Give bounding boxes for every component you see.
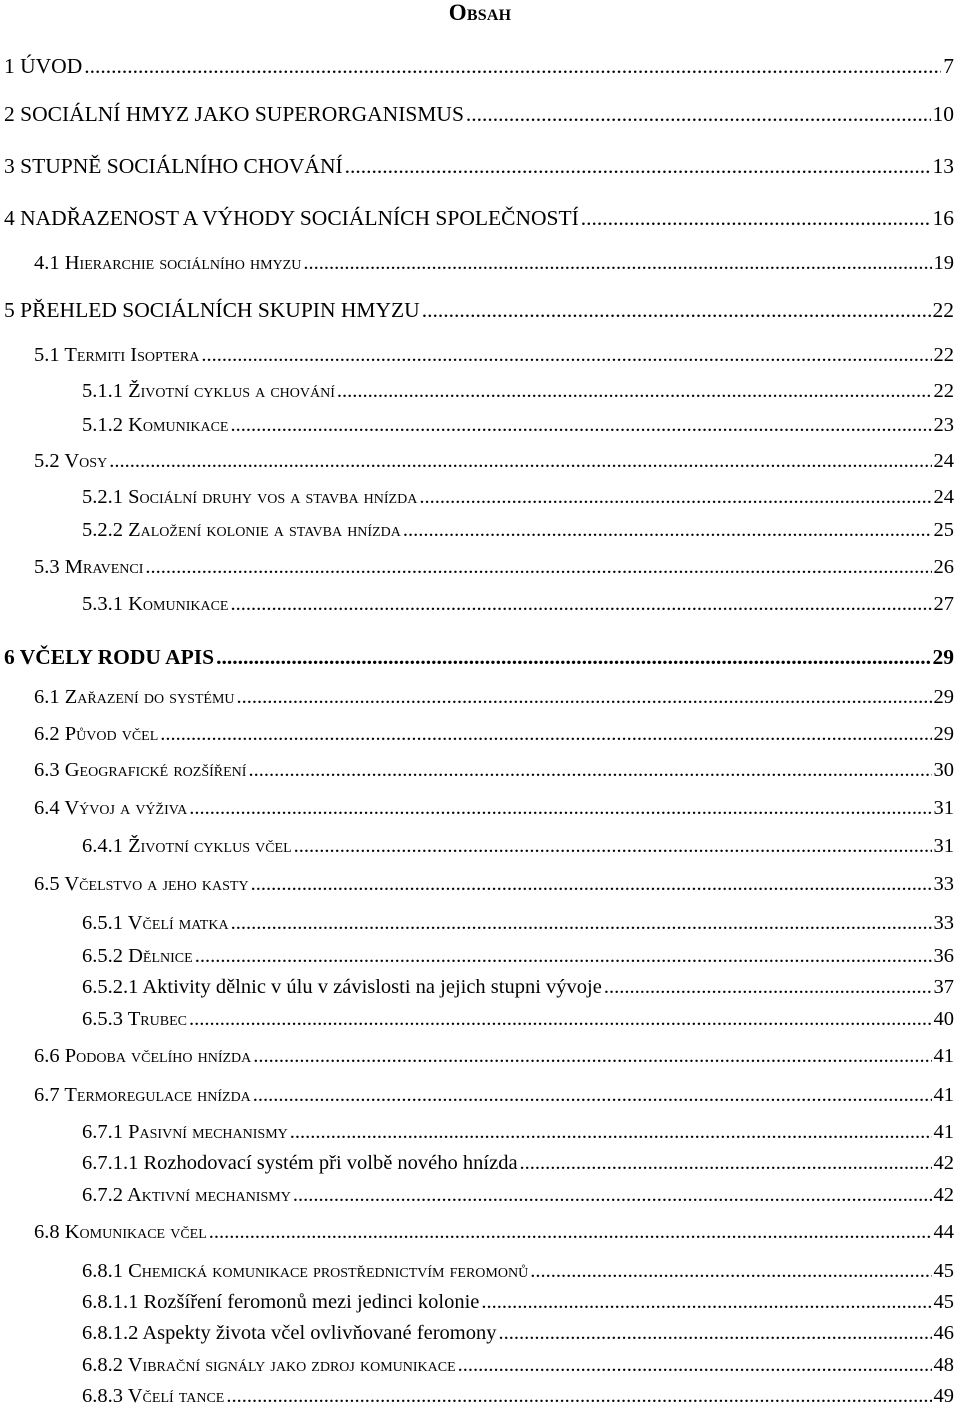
toc-dot-leader xyxy=(237,686,932,709)
toc-entry-page: 16 xyxy=(932,206,954,230)
toc-dot-leader xyxy=(248,759,931,782)
toc-entry-page: 42 xyxy=(933,1184,954,1206)
toc-entry[interactable] xyxy=(34,556,954,579)
toc-entry-page: 24 xyxy=(933,486,954,508)
toc-entry-page: 41 xyxy=(933,1084,954,1106)
toc-dot-leader xyxy=(201,344,931,367)
toc-entry-label: 6.8.1.1 Rozšíření feromonů mezi jedinci kolonie xyxy=(82,1291,480,1313)
toc-dot-leader xyxy=(303,252,931,275)
toc-entry-label: 6.7 Termoregulace hnízda xyxy=(34,1084,251,1106)
toc-entry-page: 22 xyxy=(933,344,954,366)
toc-entry-page: 27 xyxy=(933,593,954,615)
toc-entry-page: 33 xyxy=(933,912,954,934)
toc-dot-leader xyxy=(290,1121,932,1144)
toc-dot-leader xyxy=(230,414,931,437)
toc-entry-label: 6.8 Komunikace včel xyxy=(34,1221,207,1243)
toc-entry-page: 37 xyxy=(933,976,954,998)
toc-dot-leader xyxy=(481,1291,931,1314)
toc-entry-label: 5.2.2 Založení kolonie a stavba hnízda xyxy=(82,519,401,541)
toc-entry[interactable] xyxy=(82,519,954,542)
toc-dot-leader xyxy=(520,1152,932,1175)
toc-entry-label: 6.4 Vývoj a výživa xyxy=(34,797,188,819)
toc-entry-page: 44 xyxy=(933,1221,954,1243)
toc-entry[interactable] xyxy=(34,1084,954,1107)
toc-entry-page: 42 xyxy=(933,1152,954,1174)
toc-entry-page: 41 xyxy=(933,1121,954,1143)
toc-entry[interactable] xyxy=(82,1184,954,1207)
toc-entry-page: 19 xyxy=(933,252,954,274)
toc-entry-page: 24 xyxy=(933,450,954,472)
toc-entry[interactable] xyxy=(82,912,954,935)
toc-entry-page: 31 xyxy=(933,797,954,819)
toc-entry[interactable] xyxy=(82,486,954,509)
toc-entry-label: 5.2.1 Sociální druhy vos a stavba hnízda xyxy=(82,486,418,508)
toc-entry-label: 6.5.2.1 Aktivity dělnic v úlu v závislosti na jejich stupni vývoje xyxy=(82,976,602,998)
toc-entry-page: 49 xyxy=(933,1385,954,1407)
toc-entry-page: 30 xyxy=(933,759,954,781)
toc-dot-leader xyxy=(498,1322,931,1345)
toc-entry-label: 3 STUPNĚ SOCIÁLNÍHO CHOVÁNÍ xyxy=(4,154,343,178)
toc-entry[interactable] xyxy=(4,54,954,79)
toc-entry-page: 45 xyxy=(933,1260,954,1282)
toc-entry[interactable] xyxy=(82,1385,954,1408)
toc-dot-leader xyxy=(160,723,931,746)
toc-entry-page: 22 xyxy=(932,298,954,322)
toc-entry-page: 31 xyxy=(933,835,954,857)
toc-entry-label: 5 PŘEHLED SOCIÁLNÍCH SKUPIN HMYZU xyxy=(4,298,420,322)
toc-entry-page: 48 xyxy=(933,1354,954,1376)
toc-entry-label: 6.1 Zařazení do systému xyxy=(34,686,235,708)
toc-dot-leader xyxy=(226,1385,931,1408)
toc-entry-label: 6.8.1.2 Aspekty života včel ovlivňované feromony xyxy=(82,1322,497,1344)
toc-entry-page: 7 xyxy=(943,54,954,78)
toc-entry[interactable] xyxy=(4,154,954,179)
toc-entry[interactable] xyxy=(34,450,954,473)
toc-entry[interactable] xyxy=(34,873,954,896)
toc-entry-label: 2 SOCIÁLNÍ HMYZ JAKO SUPERORGANISMUS xyxy=(4,102,464,126)
toc-dot-leader xyxy=(294,835,932,858)
toc-entry-page: 13 xyxy=(932,154,954,178)
toc-entry-label: 6.8.2 Vibrační signály jako zdroj komunikace xyxy=(82,1354,456,1376)
toc-dot-leader xyxy=(231,912,932,935)
toc-dot-leader xyxy=(230,593,931,616)
toc-entry-page: 29 xyxy=(933,686,954,708)
toc-entry[interactable] xyxy=(34,797,954,820)
toc-entry[interactable] xyxy=(82,1121,954,1144)
toc-entry[interactable] xyxy=(82,1008,954,1031)
toc-entry-label: 5.3 Mravenci xyxy=(34,556,144,578)
toc-entry-label: 6.5.3 Trubec xyxy=(82,1008,187,1030)
toc-entry[interactable] xyxy=(4,298,954,323)
toc-entry-label: 6.5.1 Včelí matka xyxy=(82,912,229,934)
toc-dot-leader xyxy=(189,1008,932,1031)
toc-dot-leader xyxy=(419,486,931,509)
toc-entry-page: 29 xyxy=(933,723,954,745)
toc-entry-label: 5.1 Termiti Isoptera xyxy=(34,344,200,366)
toc-entry-label: 6.5 Včelstvo a jeho kasty xyxy=(34,873,249,895)
toc-entry-page: 22 xyxy=(933,380,954,402)
toc-entry-label: 6.7.1 Pasivní mechanismy xyxy=(82,1121,288,1143)
toc-entry-label: 6.4.1 Životní cyklus včel xyxy=(82,835,292,857)
toc-dot-leader xyxy=(604,976,932,999)
toc-dot-leader xyxy=(337,380,932,403)
toc-entry[interactable] xyxy=(34,686,954,709)
toc-entry-label: 5.1.1 Životní cyklus a chování xyxy=(82,380,335,402)
toc-entry[interactable] xyxy=(82,414,954,437)
toc-entry-page: 26 xyxy=(933,556,954,578)
toc-entry[interactable] xyxy=(34,252,954,275)
toc-entry-label: 5.2 Vosy xyxy=(34,450,108,472)
toc-entry[interactable] xyxy=(4,206,954,231)
toc-entry-label: 6.7.2 Aktivní mechanismy xyxy=(82,1184,291,1206)
toc-dot-leader xyxy=(84,54,941,79)
toc-entry-label: 6.8.3 Včelí tance xyxy=(82,1385,225,1407)
toc-entry-page: 33 xyxy=(933,873,954,895)
toc-entry-label: 1 ÚVOD xyxy=(4,54,83,78)
toc-dot-leader xyxy=(530,1260,931,1283)
toc-entry-page: 36 xyxy=(933,945,954,967)
toc-entry-label: 6.7.1.1 Rozhodovací systém při volbě nového hnízda xyxy=(82,1152,518,1174)
toc-entry-page: 25 xyxy=(933,519,954,541)
toc-entry[interactable] xyxy=(34,1045,954,1068)
toc-entry[interactable] xyxy=(82,1354,954,1377)
toc-entry[interactable] xyxy=(34,1221,954,1244)
toc-dot-leader xyxy=(189,797,931,820)
toc-entry-page: 23 xyxy=(933,414,954,436)
toc-dot-leader xyxy=(422,298,931,323)
toc-entry-page: 45 xyxy=(933,1291,954,1313)
toc-entry-page: 41 xyxy=(933,1045,954,1067)
toc-dot-leader xyxy=(145,556,931,579)
toc-entry[interactable] xyxy=(82,380,954,403)
toc-entry[interactable] xyxy=(34,723,954,746)
toc-entry[interactable] xyxy=(82,1260,954,1283)
toc-entry[interactable] xyxy=(82,1322,954,1345)
toc-entry[interactable] xyxy=(82,976,954,999)
toc-dot-leader xyxy=(293,1184,932,1207)
toc-dot-leader xyxy=(253,1084,932,1107)
toc-entry-label: 6.3 Geografické rozšíření xyxy=(34,759,247,781)
toc-dot-leader xyxy=(458,1354,932,1377)
toc-entry-page: 29 xyxy=(932,645,954,669)
toc-entry[interactable] xyxy=(82,1291,954,1314)
toc-dot-leader xyxy=(466,102,931,127)
toc-entry-label: 6.8.1 Chemická komunikace prostřednictvím feromonů xyxy=(82,1260,529,1282)
toc-entry-label: 4 NADŘAZENOST A VÝHODY SOCIÁLNÍCH SPOLEČNOSTÍ xyxy=(4,206,579,230)
toc-entry[interactable] xyxy=(34,759,954,782)
toc-entry[interactable] xyxy=(82,945,954,968)
toc-dot-leader xyxy=(403,519,932,542)
toc-entry[interactable] xyxy=(34,344,954,367)
toc-entry[interactable] xyxy=(82,593,954,616)
toc-dot-leader xyxy=(109,450,931,473)
toc-entry[interactable] xyxy=(4,645,954,670)
toc-dot-leader xyxy=(345,154,931,179)
toc-dot-leader xyxy=(195,945,932,968)
toc-dot-leader xyxy=(216,645,930,670)
toc-entry-page: 10 xyxy=(932,102,954,126)
toc-entry-label: 6.2 Původ včel xyxy=(34,723,159,745)
toc-entry-label: 5.3.1 Komunikace xyxy=(82,593,229,615)
toc-dot-leader xyxy=(251,873,932,896)
toc-dot-leader xyxy=(581,206,931,231)
toc-dot-leader xyxy=(253,1045,931,1068)
toc-entry-label: 4.1 Hierarchie sociálního hmyzu xyxy=(34,252,302,274)
toc-entry-label: 6.6 Podoba včelího hnízda xyxy=(34,1045,252,1067)
toc-entry[interactable] xyxy=(82,835,954,858)
toc-entry-label: 6.5.2 Dělnice xyxy=(82,945,193,967)
toc-entry[interactable] xyxy=(4,102,954,127)
toc-entry-page: 40 xyxy=(933,1008,954,1030)
toc-entry-page: 46 xyxy=(933,1322,954,1344)
toc-title: Obsah xyxy=(448,0,512,25)
toc-entry-label: 5.1.2 Komunikace xyxy=(82,414,229,436)
toc-dot-leader xyxy=(209,1221,932,1244)
toc-entry[interactable] xyxy=(82,1152,954,1175)
toc-entry-label: 6 VČELY RODU APIS xyxy=(4,645,215,669)
